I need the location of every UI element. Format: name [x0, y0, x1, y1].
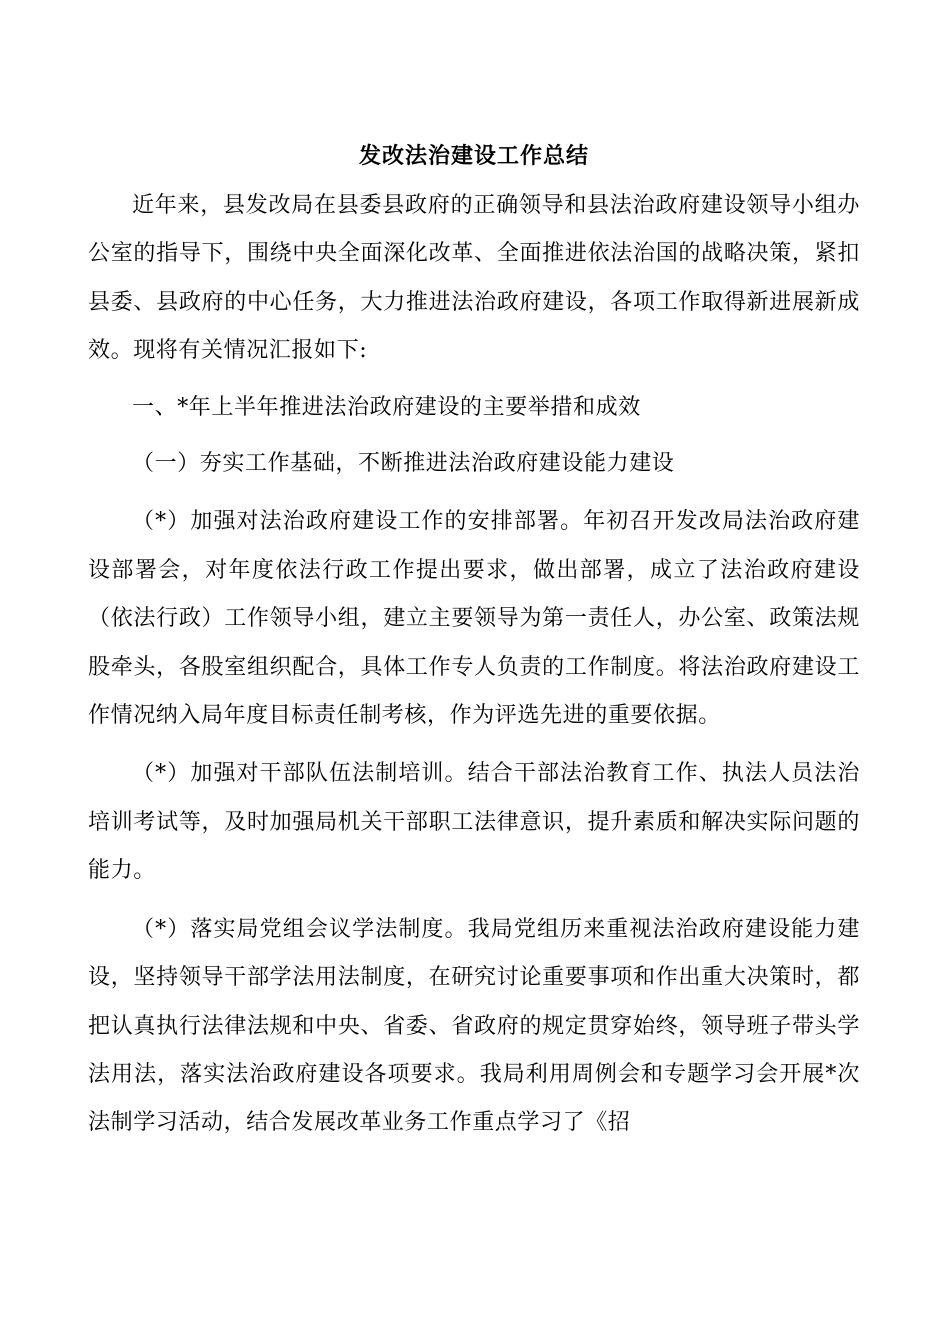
- document-page: [88, 136, 860, 1148]
- subsection-heading-1: （一）夯实工作基础，不断推进法治政府建设能力建设: [132, 451, 675, 477]
- document-title: 发改法治建设工作总结: [358, 143, 589, 169]
- paragraph-item-1: （*）加强对法治政府建设工作的安排部署。年初召开发改局法治政府建设部署会，对年度依法行政工作提出要求，做出部署，成立了法治政府建设（依法行政）工作领导小组，建立主要领导为第一责任人，办公室、政策法规股牵头，各股室组织配合，具体工作专人负责的工作制度。将法治政府建设工作情况纳入局年度目标责任制考核，作为评选先进的重要依据。: [88, 509, 860, 729]
- paragraph-intro: 近年来，县发改局在县委县政府的正确领导和县法治政府建设领导小组办公室的指导下，围绕中央全面深化改革、全面推进依法治国的战略决策，紧扣县委、县政府的中心任务，大力推进法治政府建设，各项工作取得新进展新成效。现将有关情况汇报如下:: [88, 193, 860, 364]
- section-heading-1: 一、*年上半年推进法治政府建设的主要举措和成效: [132, 394, 641, 420]
- paragraph-item-2: （*）加强对干部队伍法制培训。结合干部法治教育工作、执法人员法治培训考试等，及时加强局机关干部职工法律意识，提升素质和解决实际问题的能力。: [88, 761, 860, 884]
- paragraph-item-3: （*）落实局党组会议学法制度。我局党组历来重视法治政府建设能力建设，坚持领导干部学法用法制度，在研究讨论重要事项和作出重大决策时，都把认真执行法律法规和中央、省委、省政府的规定贯穿始终，领导班子带头学法用法，落实法治政府建设各项要求。我局利用周例会和专题学习会开展*次法制学习活动，结合发展改革业务工作重点学习了《招: [88, 916, 860, 1136]
